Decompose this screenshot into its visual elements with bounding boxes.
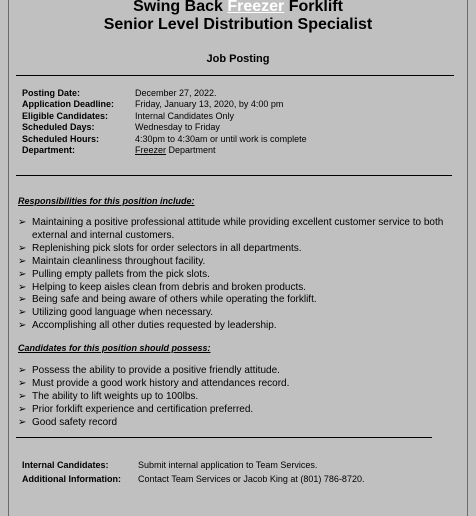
arrowhead-bullet-icon: ➢ bbox=[18, 281, 27, 293]
list-item: ➢ Pulling empty pallets from the pick slots. bbox=[18, 268, 210, 280]
arrowhead-bullet-icon: ➢ bbox=[18, 255, 27, 267]
divider bbox=[16, 437, 432, 438]
detail-row: Posting Date: December 27, 2022. bbox=[22, 88, 217, 98]
detail-row: Eligible Candidates: Internal Candidates Only bbox=[22, 110, 235, 121]
detail-row: Department: Freezer Department bbox=[22, 145, 216, 156]
arrowhead-bullet-icon: ➢ bbox=[18, 377, 27, 389]
contact-info bbox=[22, 459, 364, 486]
job-posting-label: Job Posting bbox=[206, 53, 270, 65]
list-item: ➢ Being safe and being aware of others while operating the forklift. bbox=[18, 294, 317, 306]
posting-details bbox=[22, 88, 307, 156]
arrowhead-bullet-icon: ➢ bbox=[18, 307, 27, 319]
list-item: ➢ Must provide a good work history and attendances record. bbox=[18, 377, 290, 389]
list-item: ➢ Accomplishing all other duties requested by leadership. bbox=[18, 320, 277, 332]
job-subtitle: Senior Level Distribution Specialist bbox=[103, 16, 373, 33]
arrowhead-bullet-icon: ➢ bbox=[18, 217, 27, 228]
list-item: ➢ Prior forklift experience and certification preferred. bbox=[18, 403, 254, 415]
list-item: ➢ Helping to keep aisles clean from debris and broken products. bbox=[18, 281, 307, 293]
job-title: Swing Back Freezer Forklift bbox=[133, 0, 343, 15]
arrowhead-bullet-icon: ➢ bbox=[18, 365, 27, 376]
list-item: ➢ Utilizing good language when necessary. bbox=[18, 307, 214, 319]
divider bbox=[16, 75, 454, 76]
candidates-list bbox=[18, 365, 458, 430]
responsibilities-list bbox=[18, 217, 458, 333]
footer-row: Internal Candidates: Submit internal application to Team Services. bbox=[22, 460, 318, 470]
arrowhead-bullet-icon: ➢ bbox=[18, 320, 27, 332]
list-item: ➢ The ability to lift weights up to 100lbs. bbox=[18, 390, 199, 402]
list-item: ➢ Maintaining a positive professional attitude while providing excellent customer service to both external and internal customers. bbox=[18, 217, 444, 241]
list-item: ➢ Good safety record bbox=[18, 416, 118, 428]
divider bbox=[16, 175, 452, 176]
list-item: ➢ Possess the ability to provide a positive friendly attitude. bbox=[18, 365, 280, 376]
arrowhead-bullet-icon: ➢ bbox=[18, 390, 27, 402]
arrowhead-bullet-icon: ➢ bbox=[18, 294, 27, 306]
detail-row: Application Deadline: Friday, January 13, 2020, by 4:00 pm bbox=[22, 99, 284, 110]
arrowhead-bullet-icon: ➢ bbox=[18, 416, 27, 428]
arrowhead-bullet-icon: ➢ bbox=[18, 242, 27, 254]
arrowhead-bullet-icon: ➢ bbox=[18, 268, 27, 280]
detail-row: Scheduled Hours: 4:30pm to 4:30am or until work is complete bbox=[22, 133, 307, 144]
footer-row: Additional Information: Contact Team Services or Jacob King at (801) 786-8720. bbox=[22, 473, 365, 484]
arrowhead-bullet-icon: ➢ bbox=[18, 403, 27, 415]
detail-row: Scheduled Days: Wednesday to Friday bbox=[22, 122, 220, 133]
list-item: ➢ Maintain cleanliness throughout facility. bbox=[18, 255, 206, 267]
responsibilities-heading: Responsibilities for this position include: bbox=[18, 196, 195, 206]
candidates-heading: Candidates for this position should possess: bbox=[18, 343, 211, 353]
highlighted-word: Freezer bbox=[227, 0, 285, 15]
list-item: ➢ Replenishing pick slots for order selectors in all departments. bbox=[18, 242, 302, 254]
